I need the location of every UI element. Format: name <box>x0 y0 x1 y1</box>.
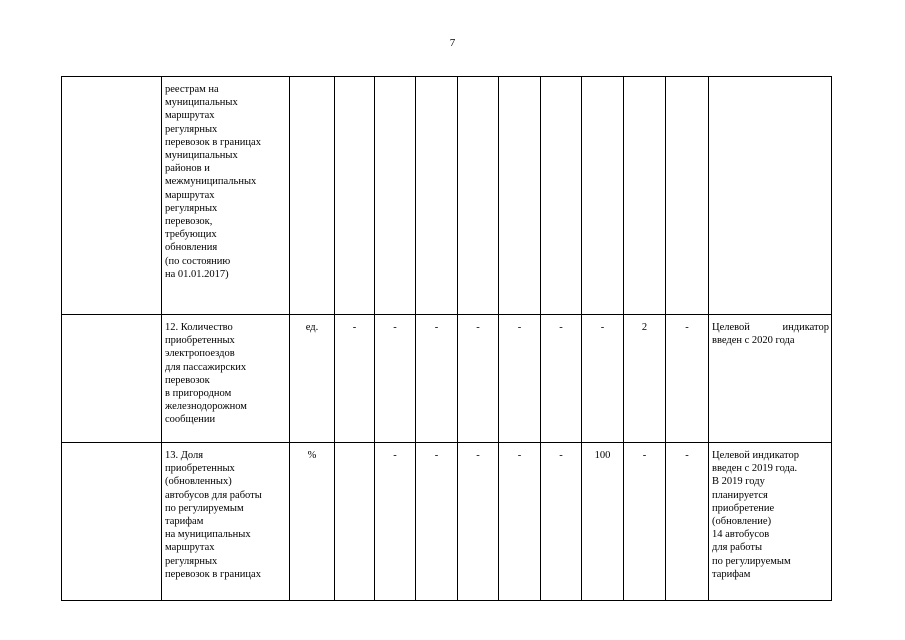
value-cell: - <box>416 443 458 601</box>
unit-cell <box>290 77 335 315</box>
value-cell <box>335 77 375 315</box>
value-cell <box>666 77 709 315</box>
note-cell: Целевой индикатор введен с 2019 года. В 2019 году планируется приобретение (обновление) 14 автобусов для работы по регулируемым тарифам <box>709 443 832 601</box>
table-row <box>62 315 832 443</box>
value-cell <box>335 443 375 601</box>
value-cell <box>624 77 666 315</box>
value-cell: - <box>499 443 541 601</box>
value-cell: - <box>416 315 458 443</box>
row-number-cell <box>62 443 162 601</box>
value-cell <box>582 77 624 315</box>
value-cell: - <box>541 315 582 443</box>
indicators-table <box>61 76 832 601</box>
unit-cell: % <box>290 443 335 601</box>
value-cell: - <box>624 443 666 601</box>
indicator-name-cell: реестрам на муниципальных маршрутах регулярных перевозок в границах муниципальных районов и межмуниципальных маршрутах регулярных перевозок, требующих обновления (по состоянию на 01.01.2017) <box>162 77 290 315</box>
value-cell: 100 <box>582 443 624 601</box>
value-cell <box>541 77 582 315</box>
value-cell: - <box>375 315 416 443</box>
value-cell <box>375 77 416 315</box>
value-cell: - <box>458 315 499 443</box>
value-cell: - <box>582 315 624 443</box>
value-cell: - <box>458 443 499 601</box>
value-cell: - <box>541 443 582 601</box>
unit-cell: ед. <box>290 315 335 443</box>
value-cell: 2 <box>624 315 666 443</box>
value-cell: - <box>375 443 416 601</box>
note-cell: Целевой индикатор введен с 2020 года <box>709 315 832 443</box>
value-cell <box>499 77 541 315</box>
value-cell <box>416 77 458 315</box>
table-row <box>62 77 832 315</box>
value-cell: - <box>335 315 375 443</box>
indicator-name-cell: 13. Доля приобретенных (обновленных) автобусов для работы по регулируемым тарифам на муниципальных маршрутах регулярных перевозок в границах <box>162 443 290 601</box>
value-cell <box>458 77 499 315</box>
table-row <box>62 443 832 601</box>
note-cell <box>709 77 832 315</box>
value-cell: - <box>666 443 709 601</box>
page-number: 7 <box>449 37 456 49</box>
value-cell: - <box>499 315 541 443</box>
row-number-cell <box>62 315 162 443</box>
row-number-cell <box>62 77 162 315</box>
value-cell: - <box>666 315 709 443</box>
indicator-name-cell: 12. Количество приобретенных электропоездов для пассажирских перевозок в пригородном железнодорожном сообщении <box>162 315 290 443</box>
